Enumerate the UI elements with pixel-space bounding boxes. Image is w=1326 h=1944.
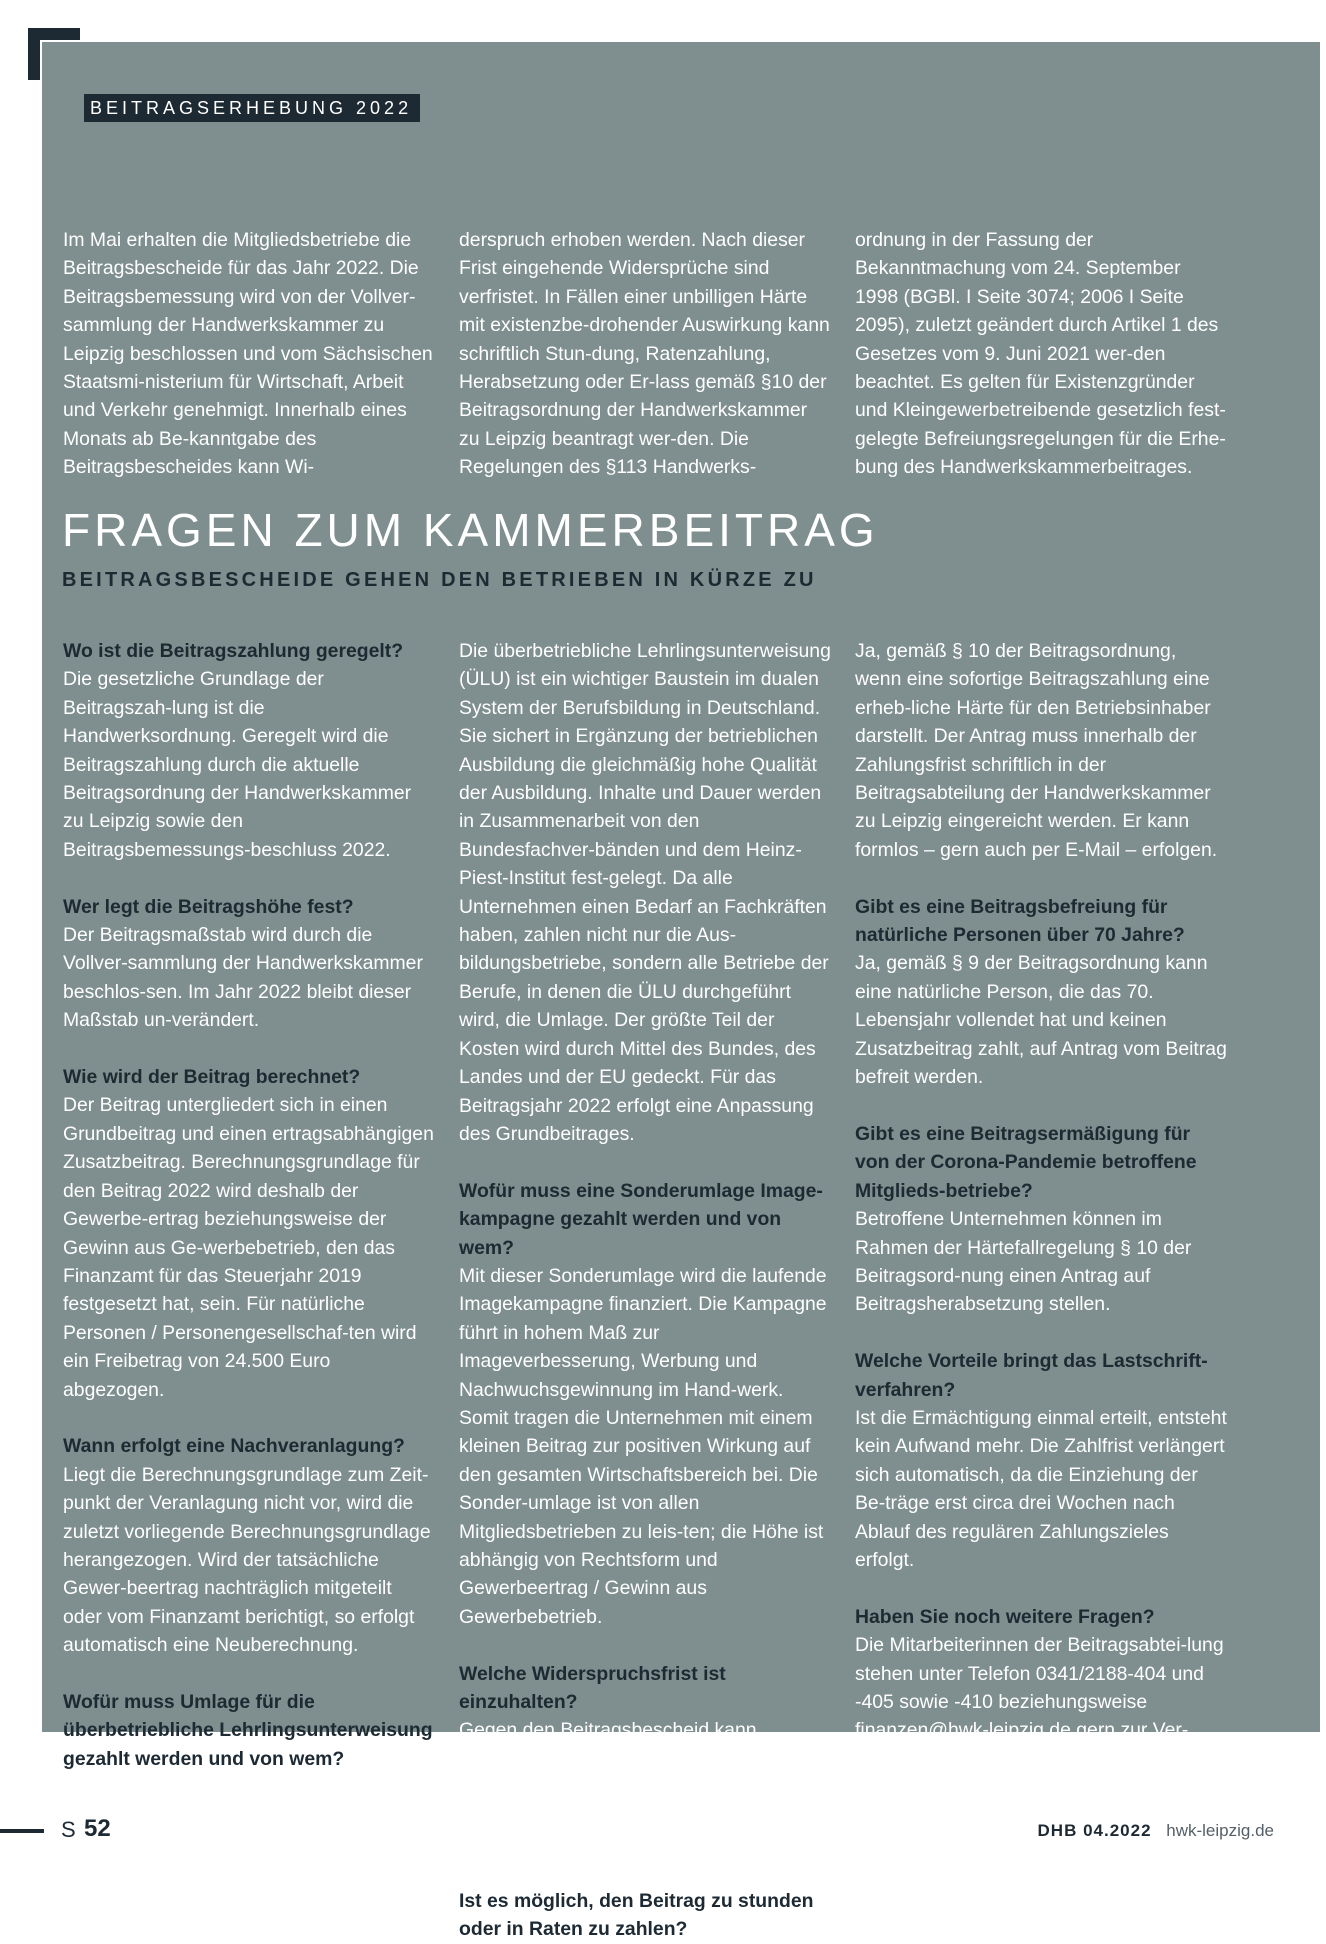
faq-answer: Gegen den Beitragsbescheid kann innerhalb eines Monats nach Zugang schriftlich Wider-spruch bei der Handwerkskammer zu Leipzig eingelegt werden. xyxy=(459,1719,803,1856)
faq-answer: Die gesetzliche Grundlage der Beitragszah-lung ist die Handwerksordnung. Geregelt wird die Beitragszahlung durch die aktuelle Beitragsordnung der Handwerkskammer zu Leipzig sowie den Beitragsbemessungs-beschluss 2022. xyxy=(63,668,412,861)
faq-question: Wer legt die Beitragshöhe fest? xyxy=(63,895,354,918)
intro-column-2 xyxy=(459,226,831,482)
faq-question: Gibt es eine Beitragsermäßigung für von der Corona-Pandemie betroffene Mitglieds-betriebe? xyxy=(855,1122,1197,1202)
faq-answer: Der Beitrag untergliedert sich in einen Grundbeitrag und einen ertragsabhängigen Zusatzbeitrag. Berechnungsgrundlage für den Beitrag 2022 wird deshalb der Gewerbe-ertrag beziehungsweise der Gewinn aus Ge-werbebetrieb, den das Finanzamt für das Steuerjahr 2019 festgesetzt hat, sein. Für natürliche Personen / Personengesellschaf-ten wird ein Freibetrag von 24.500 Euro abgezogen. xyxy=(63,1094,434,1401)
faq-question: Wofür muss eine Sonderumlage Image-kampagne gezahlt werden und von wem? xyxy=(459,1179,823,1259)
faq-column-1 xyxy=(63,637,435,1773)
faq-question: Gibt es eine Beitragsbefreiung für natürliche Personen über 70 Jahre? xyxy=(855,895,1185,947)
intro-paragraph: derspruch erhoben werden. Nach dieser Frist eingehende Widersprüche sind verfristet. In Fällen einer unbilligen Härte mit existenzbe-drohender Auswirkung kann schriftlich Stun-dung, Ratenzahlung, Herabsetzung oder Er-lass gemäß §10 der Beitragsordnung der Handwerkskammer zu Leipzig beantragt wer-den. Die Regelungen des §113 Handwerks- xyxy=(459,229,830,479)
faq-answer: Ist die Ermächtigung einmal erteilt, entsteht kein Aufwand mehr. Die Zahlfrist verlängert sich automatisch, da die Einziehung der Be-träge erst circa drei Wochen nach Ablauf des regulären Zahlungszieles erfolgt. xyxy=(855,1406,1227,1571)
website-link[interactable]: hwk-leipzig.de xyxy=(1166,1821,1274,1840)
faq-question: Wo ist die Beitragszahlung geregelt? xyxy=(63,640,404,662)
page-number: 52 xyxy=(84,1815,111,1842)
intro-paragraph: Im Mai erhalten die Mitgliedsbetriebe die Beitragsbescheide für das Jahr 2022. Die Beitragsbemessung wird von der Vollver-sammlung der Handwerkskammer zu Leipzig beschlossen und vom Sächsischen Staatsmi-nisterium für Wirtschaft, Arbeit und Verkehr genehmigt. Innerhalb eines Monats ab Be-kanntgabe des Beitragsbescheides kann Wi- xyxy=(63,229,433,479)
section-kicker: BEITRAGSERHEBUNG 2022 xyxy=(84,94,420,122)
faq-answer: Der Beitragsmaßstab wird durch die Vollver-sammlung der Handwerkskammer beschlos-sen. Im Jahr 2022 bleibt dieser Maßstab un-verändert. xyxy=(63,924,423,1032)
faq-answer: Betroffene Unternehmen können im Rahmen der Härtefallregelung § 10 der Beitragsord-nung einen Antrag auf Beitragsherabsetzung stellen. xyxy=(855,1208,1192,1316)
issue-label: DHB 04.2022 xyxy=(1037,1821,1152,1840)
faq-question: Welche Vorteile bringt das Lastschrift-verfahren? xyxy=(855,1350,1208,1401)
intro-column-1 xyxy=(63,226,435,482)
faq-answer: Die überbetriebliche Lehrlingsunterweisung (ÜLU) ist ein wichtiger Baustein im dualen System der Berufsbildung in Deutschland. Sie sichert in Ergänzung der betrieblichen Ausbildung die gleichmäßig hohe Qualität der Ausbildung. Inhalte und Dauer werden in Zusammenarbeit von den Bundesfachver-bänden und dem Heinz-Piest-Institut fest-gelegt. Da alle Unternehmen einen Bedarf an Fachkräften haben, zahlen nicht nur die Aus-bildungsbetriebe, sondern alle Betriebe der Berufe, in denen die ÜLU durchgeführt wird, die Umlage. Der größte Teil der Kosten wird durch Mittel des Bundes, des Landes und der EU gedeckt. Für das Beitragsjahr 2022 erfolgt eine Anpassung des Grundbeitrages. xyxy=(459,640,831,1145)
corner-mark-vertical xyxy=(28,28,40,80)
intro-paragraph: ordnung in der Fassung der Bekanntmachung vom 24. September 1998 (BGBl. I Seite 3074; 2006 I Seite 2095), zuletzt geändert durch Artikel 1 des Gesetzes vom 9. Juni 2021 wer-den beachtet. Es gelten für Existenzgründer und Kleingewerbetreibende gesetzlich fest-gelegte Befreiungsregelungen für die Erhe-bung des Handwerkskammerbeitrages. xyxy=(855,229,1226,479)
faq-question: Ist es möglich, den Beitrag zu stunden oder in Raten zu zahlen? xyxy=(459,1889,814,1941)
faq-answer: Ja, gemäß § 9 der Beitragsordnung kann eine natürliche Person, die das 70. Lebensjahr vollendet hat und keinen Zusatzbeitrag zahlt, auf Antrag vom Beitrag befreit werden. xyxy=(855,952,1227,1089)
intro-column-3 xyxy=(855,226,1227,482)
faq-answer: Mit dieser Sonderumlage wird die laufende Imagekampagne finanziert. Die Kampagne führt in hohem Maß zur Imageverbesserung, Werbung und Nachwuchsgewinnung im Hand-werk. Somit tragen die Unternehmen mit einem kleinen Beitrag zur positiven Wirkung auf den gesamten Wirtschaftsbereich bei. Die Sonder-umlage ist von allen Mitgliedsbetrieben zu leis-ten; die Höhe ist abhängig von Rechtsform und Gewerbeertrag / Gewinn aus Gewerbebetrieb. xyxy=(459,1264,827,1628)
faq-column-2 xyxy=(459,637,831,1944)
faq-question: Wann erfolgt eine Nachveranlagung? xyxy=(63,1435,405,1458)
faq-column-3 xyxy=(855,637,1227,1773)
faq-answer: Ja, gemäß § 10 der Beitragsordnung, wenn eine sofortige Beitragszahlung eine erheb-liche Härte für den Betriebsinhaber darstellt. Der Antrag muss innerhalb der Zahlungsfrist schriftlich in der Beitragsabteilung der Handwerkskammer zu Leipzig eingereicht werden. Er kann formlos – gern auch per E-Mail – erfolgen. xyxy=(855,640,1218,861)
page-prefix: S xyxy=(61,1817,76,1842)
faq-answer: Liegt die Berechnungsgrundlage zum Zeit-punkt der Veranlagung nicht vor, wird die zuletzt vorliegende Berechnungsgrundlage herangezogen. Wird der tatsächliche Gewer-beertrag nachträglich mitgeteilt oder vom Finanzamt berichtigt, so erfolgt automatisch eine Neuberechnung. xyxy=(63,1463,431,1657)
page-subtitle: BEITRAGSBESCHEIDE GEHEN DEN BETRIEBEN IN KÜRZE ZU xyxy=(62,569,817,591)
faq-question: Haben Sie noch weitere Fragen? xyxy=(855,1605,1155,1628)
faq-question: Wie wird der Beitrag berechnet? xyxy=(63,1066,361,1089)
footer-publication xyxy=(1038,1819,1274,1843)
faq-answer: Die Mitarbeiterinnen der Beitragsabtei-lung stehen unter Telefon 0341/2188-404 und -405 sowie -410 beziehungsweise finanzen@hwk-leipzig.de gern zur Ver-fügung. xyxy=(855,1634,1224,1770)
faq-question: Wofür muss Umlage für die überbetriebliche Lehrlingsunterweisung gezahlt werden und von wem? xyxy=(63,1690,433,1770)
footer-rule xyxy=(0,1829,44,1833)
page-title: FRAGEN ZUM KAMMERBEITRAG xyxy=(62,504,879,556)
faq-question: Welche Widerspruchsfrist ist einzuhalten? xyxy=(459,1662,726,1713)
